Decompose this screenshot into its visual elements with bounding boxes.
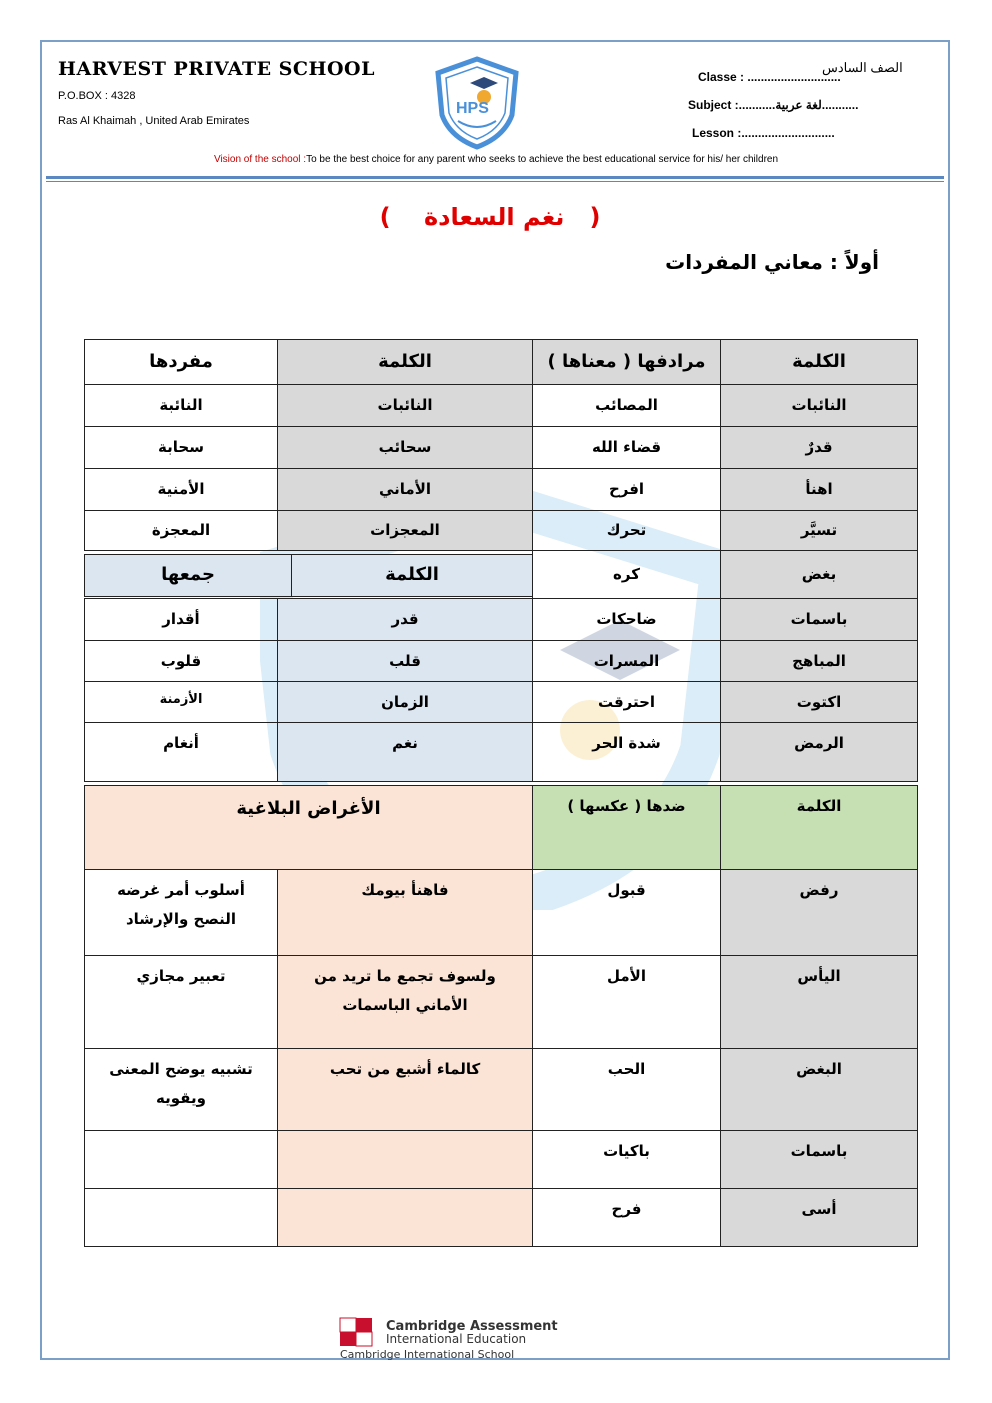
plural-cell: سحائب	[277, 426, 533, 469]
antonym-word-cell: أسى	[720, 1188, 918, 1247]
rhetoric-phrase-cell: ولسوف تجمع ما تريد من الأماني الباسمات	[277, 955, 533, 1049]
antonym-word-cell: رفض	[720, 869, 918, 956]
synonym-cell: احترقت	[532, 681, 721, 723]
antonym-cell: باكيات	[532, 1130, 721, 1189]
antonym-cell: فرح	[532, 1188, 721, 1247]
word-cell: اكتوت	[720, 681, 918, 723]
rhetoric-phrase-cell	[277, 1130, 533, 1189]
singular-cell: الأمنية	[84, 468, 278, 511]
rhetoric-purpose-cell	[84, 1130, 278, 1189]
word-cell: بغض	[720, 550, 918, 599]
plural-cell: الأزمنة	[84, 681, 278, 723]
section-title: أولاً : معاني المفردات	[665, 250, 879, 274]
singular-word-cell: الزمان	[277, 681, 533, 723]
lesson-title: ( نغم السعادة )	[379, 203, 601, 231]
antonym-cell: الأمل	[532, 955, 721, 1049]
singular-word-cell: قدر	[277, 598, 533, 641]
antonym-cell: قبول	[532, 869, 721, 956]
plural-cell: قلوب	[84, 640, 278, 682]
school-name: HARVEST PRIVATE SCHOOL	[58, 58, 375, 80]
synonym-cell: المسرات	[532, 640, 721, 682]
synonym-cell: قضاء الله	[532, 426, 721, 469]
vision-label: Vision of the school :	[213, 154, 307, 165]
singular-word-cell: قلب	[277, 640, 533, 682]
header-divider-thin	[46, 181, 944, 182]
cambridge-line2: International Education	[386, 1332, 527, 1346]
rhetoric-purpose-cell: تعبير مجازي	[84, 955, 278, 1049]
antonym-word-cell: اليأس	[720, 955, 918, 1049]
header-divider	[46, 176, 944, 179]
cambridge-logo	[338, 1316, 638, 1362]
synonym-cell: افرح	[532, 468, 721, 511]
school-logo	[432, 55, 522, 151]
rhetoric-purpose-cell	[84, 1188, 278, 1247]
plural-cell: الأماني	[277, 468, 533, 511]
vision-text: To be the best choice for any parent who seeks to achieve the best educational service for his/ her children	[306, 154, 779, 165]
rhetoric-purpose-cell: أسلوب أمر غرضه النصح والإرشاد	[84, 869, 278, 956]
word-cell: المباهج	[720, 640, 918, 682]
header-rhetorical-purposes: الأغراض البلاغية	[84, 785, 533, 870]
po-box: P.O.BOX : 4328	[58, 90, 136, 102]
grade-value: الصف السادس	[822, 60, 903, 75]
synonym-cell: شدة الحر	[532, 722, 721, 782]
header-word-singular: الكلمة	[291, 554, 533, 597]
lesson-field: Lesson :............................	[692, 126, 835, 140]
synonym-cell: المصائب	[532, 384, 721, 427]
plural-cell: أقدار	[84, 598, 278, 641]
subject-field: Subject :...........لغة عربية...........	[688, 98, 859, 112]
synonym-cell: ضاحكات	[532, 598, 721, 641]
rhetoric-phrase-cell: كالماء أشبع من تحب	[277, 1048, 533, 1131]
rhetoric-phrase-cell	[277, 1188, 533, 1247]
antonym-word-cell: باسمات	[720, 1130, 918, 1189]
singular-cell: المعجزة	[84, 510, 278, 551]
synonym-cell: كره	[532, 550, 721, 599]
header-singular: مفردها	[84, 339, 278, 385]
word-cell: قدرٌ	[720, 426, 918, 469]
cambridge-line1: Cambridge Assessment	[386, 1319, 558, 1334]
rhetoric-phrase-cell: فاهنأ بيومك	[277, 869, 533, 956]
header-synonym: مرادفها ( معناها )	[532, 339, 721, 385]
singular-cell: النائبة	[84, 384, 278, 427]
header-plural: جمعها	[84, 554, 292, 597]
cambridge-line3: Cambridge International School	[340, 1348, 515, 1361]
plural-cell: النائبات	[277, 384, 533, 427]
logo-text: HPS	[456, 100, 489, 117]
word-cell: باسمات	[720, 598, 918, 641]
rhetoric-purpose-cell: تشبيه يوضح المعنى ويقويه	[84, 1048, 278, 1131]
synonym-cell: تحرك	[532, 510, 721, 551]
word-cell: تسيَّر	[720, 510, 918, 551]
word-cell: اهنأ	[720, 468, 918, 511]
singular-word-cell: نغم	[277, 722, 533, 782]
plural-cell: المعجزات	[277, 510, 533, 551]
header-word: الكلمة	[720, 339, 918, 385]
header-word-antonym: الكلمة	[720, 785, 918, 870]
school-vision	[0, 154, 992, 165]
word-cell: النائبات	[720, 384, 918, 427]
antonym-word-cell: البغض	[720, 1048, 918, 1131]
singular-cell: سحابة	[84, 426, 278, 469]
header-word-plural: الكلمة	[277, 339, 533, 385]
classe-field: Classe : ............................	[698, 70, 841, 84]
antonym-cell: الحب	[532, 1048, 721, 1131]
header-antonym: ضدها ( عكسها )	[532, 785, 721, 870]
plural-cell: أنغام	[84, 722, 278, 782]
school-address: Ras Al Khaimah , United Arab Emirates	[58, 115, 250, 127]
word-cell: الرمض	[720, 722, 918, 782]
